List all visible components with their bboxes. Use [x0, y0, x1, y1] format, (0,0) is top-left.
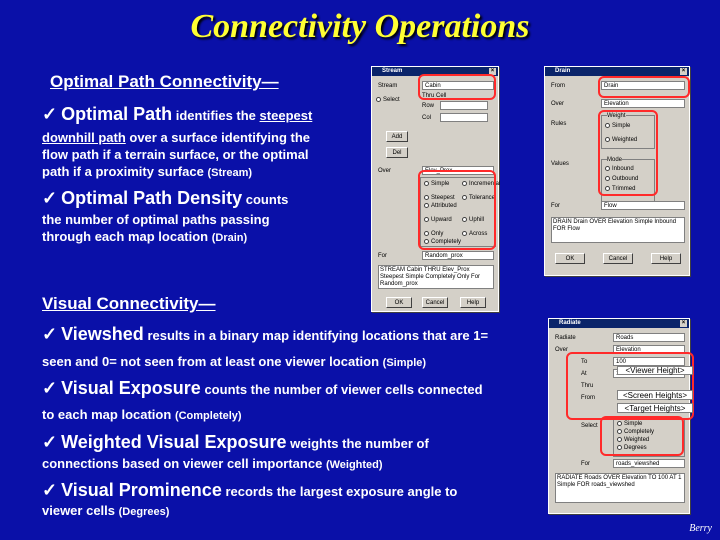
to-field[interactable]: 100 [613, 357, 685, 366]
check-icon: ✓ [42, 378, 58, 398]
help-button[interactable]: Help [460, 297, 486, 308]
optimal-path-desc [42, 129, 342, 182]
select-checkbox[interactable]: Select [376, 97, 400, 103]
bullet-term: Optimal Path [61, 104, 173, 124]
close-icon[interactable]: × [681, 320, 686, 326]
target-heights-field[interactable]: <Target Heights> [617, 403, 693, 413]
add-button[interactable]: Add [386, 131, 408, 142]
check-icon: ✓ [42, 480, 58, 500]
for-field[interactable]: roads_viewshed [613, 459, 685, 468]
option-only[interactable]: Only [424, 231, 443, 237]
desc-line: path if a proximity surface [42, 164, 204, 179]
example-label: (Stream) [207, 167, 253, 179]
stream-map-select[interactable]: Cabin [422, 81, 494, 90]
viewshed-bullet [42, 326, 488, 344]
desc-line: flow path if a terrain surface, or the optimal [42, 147, 309, 162]
option-trimmed[interactable]: Trimmed [605, 186, 635, 192]
col-label: Col [422, 115, 432, 121]
desc-underline: downhill path [42, 130, 126, 145]
check-icon: ✓ [42, 104, 58, 124]
command-text: DRAIN Drain OVER Elevation Simple Inbound FOR Flow [551, 217, 685, 243]
close-icon[interactable]: × [681, 68, 686, 74]
from-select[interactable]: Drain [601, 81, 685, 90]
stream-label: Stream [378, 83, 398, 89]
bullet-term: Visual Exposure [61, 378, 201, 398]
example-label: (Weighted) [325, 459, 383, 471]
desc-line: to each map location [42, 407, 172, 422]
author-credit: Berry [689, 523, 712, 534]
thru-cell-label: Thru Cell [422, 93, 447, 99]
from-label: From [581, 395, 595, 401]
optimal-heading: Optimal Path Connectivity— [50, 72, 279, 91]
viewshed-desc [42, 353, 426, 372]
bullet-text: records the largest exposure angle to [225, 484, 458, 499]
command-text: RADIATE Roads OVER Elevation TO 100 AT 1 Simple FOR roads_viewshed [555, 473, 685, 503]
option-simple[interactable]: Simple [424, 181, 449, 187]
option-attributed[interactable]: Attributed [424, 203, 457, 209]
option-tolerance[interactable]: Tolerance [462, 195, 495, 201]
bullet-text: identifies the [175, 108, 256, 123]
mode-group-label: Mode [607, 157, 623, 163]
visual-prominence-bullet [42, 482, 457, 500]
radiate-highlight-select [600, 416, 684, 456]
viewer-height-field[interactable]: <Viewer Height> [617, 366, 693, 375]
option-outbound[interactable]: Outbound [605, 176, 638, 182]
for-label: For [581, 461, 590, 467]
example-label: (Degrees) [118, 506, 170, 518]
option-upward[interactable]: Upward [424, 217, 452, 223]
bullet-text: counts the number of viewer cells connected [204, 382, 483, 397]
visual-prominence-desc [42, 502, 169, 521]
for-label: For [378, 253, 387, 259]
row-field[interactable] [440, 101, 488, 110]
ok-button[interactable]: OK [555, 253, 585, 264]
help-button[interactable]: Help [651, 253, 681, 264]
thru-label: Thru [581, 383, 594, 389]
dialog-title: Radiate [559, 320, 581, 326]
desc-line: over a surface identifying the [129, 130, 310, 145]
example-label: (Completely) [174, 410, 242, 422]
stream-highlight-options [418, 170, 496, 250]
option-incremental[interactable]: Incremental [462, 181, 500, 187]
at-label: At [581, 371, 587, 377]
example-label: (Simple) [382, 357, 427, 369]
for-field[interactable]: Random_prox [422, 251, 494, 260]
option-completely[interactable]: Completely [617, 429, 654, 435]
check-icon: ✓ [42, 432, 58, 452]
option-degrees[interactable]: Degrees [617, 445, 647, 451]
bullet-term: Visual Prominence [61, 480, 222, 500]
dialog-titlebar [545, 67, 689, 76]
bullet-text: results in a binary map identifying locations that are 1= [147, 328, 489, 343]
visual-heading: Visual Connectivity— [42, 294, 216, 313]
optimal-density-desc [42, 211, 342, 247]
to-label: To [581, 359, 588, 365]
radiate-label: Radiate [555, 335, 576, 341]
over-label: Over [555, 347, 569, 353]
over-select[interactable]: Elevation [613, 345, 685, 354]
visual-exposure-bullet [42, 380, 483, 398]
option-inbound[interactable]: Inbound [605, 166, 634, 172]
stream-highlight-top [418, 74, 496, 100]
close-icon[interactable]: × [490, 68, 495, 74]
weighted-exposure-bullet [42, 434, 429, 452]
option-weighted[interactable]: Weighted [605, 137, 637, 143]
drain-highlight-rules [598, 110, 658, 196]
col-field[interactable] [440, 113, 488, 122]
bullet-term: Weighted Visual Exposure [61, 432, 287, 452]
over-select[interactable]: Elevation [601, 99, 685, 108]
optimal-density-bullet [42, 190, 288, 208]
check-icon: ✓ [42, 324, 58, 344]
slide-title: Connectivity Operations [190, 8, 530, 45]
dialog-titlebar [549, 319, 689, 328]
option-steepest[interactable]: Steepest [424, 195, 455, 201]
desc-line: viewer cells [42, 503, 115, 518]
over-label: Over [378, 168, 392, 174]
weight-group-label: Weight [607, 113, 626, 119]
from-label: From [551, 83, 565, 89]
cancel-button[interactable]: Cancel [603, 253, 633, 264]
bullet-text: counts [245, 192, 289, 207]
radiate-select[interactable]: Roads [613, 333, 685, 342]
check-icon: ✓ [42, 188, 58, 208]
ok-button[interactable]: OK [386, 297, 412, 308]
desc-line: connections based on viewer cell importance [42, 456, 323, 471]
screen-heights-field[interactable]: <Screen Heights> [617, 390, 693, 400]
dialog-title: Drain [555, 68, 571, 74]
command-text: STREAM Cabin THRU Elev_Prox Steepest Simple Completely Only For Random_prox [378, 265, 494, 289]
over-select[interactable]: Elev_Prox [422, 166, 494, 175]
cancel-button[interactable]: Cancel [422, 297, 448, 308]
drain-highlight-top [598, 76, 690, 98]
example-label: (Drain) [211, 232, 248, 244]
bullet-text: weights the number of [290, 436, 429, 451]
desc-line: the number of optimal paths passing [42, 212, 270, 227]
values-label: Values [551, 161, 569, 167]
weighted-exposure-desc [42, 455, 383, 474]
option-simple[interactable]: Simple [617, 421, 642, 427]
bullet-term: Viewshed [61, 324, 144, 344]
del-button[interactable]: Del [386, 147, 408, 158]
select-label: Select [581, 423, 598, 429]
desc-line: seen and 0= not seen from at least one viewer location [42, 354, 380, 369]
desc-line: through each map location [42, 229, 209, 244]
visual-exposure-desc [42, 406, 242, 425]
for-field[interactable]: Flow [601, 201, 685, 210]
optimal-path-bullet [42, 106, 312, 124]
option-simple[interactable]: Simple [605, 123, 630, 129]
bullet-term: Optimal Path Density [61, 188, 243, 208]
option-completely[interactable]: Completely [424, 239, 461, 245]
rules-label: Rules [551, 121, 567, 127]
option-across[interactable]: Across [462, 231, 487, 237]
option-uphill[interactable]: Uphill [462, 217, 484, 223]
over-label: Over [551, 101, 565, 107]
bullet-underline-text: steepest [259, 108, 313, 123]
row-label: Row [422, 103, 435, 109]
for-label: For [551, 203, 560, 209]
dialog-title: Stream [382, 68, 403, 74]
option-weighted[interactable]: Weighted [617, 437, 649, 443]
